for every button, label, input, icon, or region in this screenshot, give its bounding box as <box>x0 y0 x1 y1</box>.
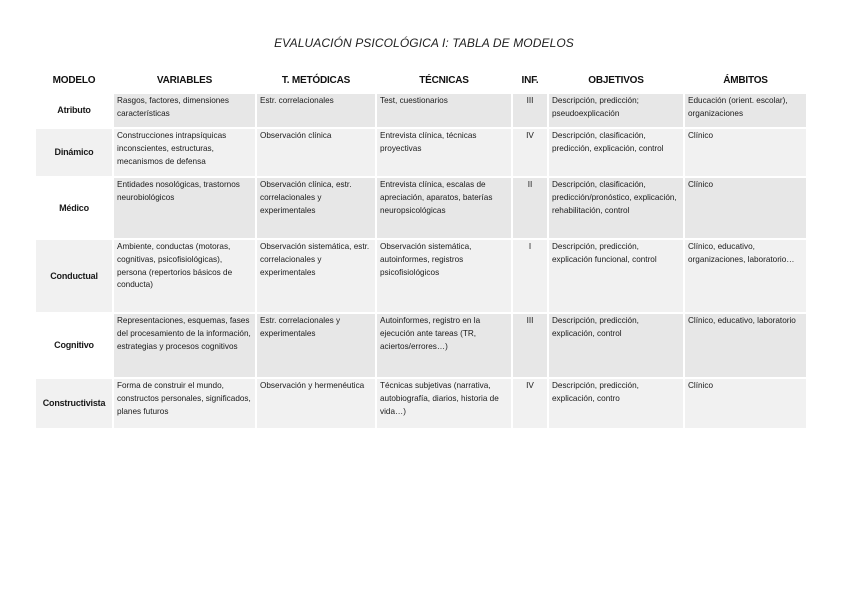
variables-cell: Representaciones, esquemas, fases del procesamiento de la información, estrategias y procesos cognitivos <box>114 314 255 377</box>
table-row-dinamico <box>36 129 806 176</box>
metodicas-cell: Estr. correlacionales y experimentales <box>257 314 375 377</box>
model-name: Médico <box>36 178 112 238</box>
models-table <box>34 66 808 430</box>
model-name: Atributo <box>36 94 112 127</box>
inf-cell: III <box>513 314 547 377</box>
objetivos-cell: Descripción, clasificación, predicción, explicación, control <box>549 129 683 176</box>
objetivos-cell: Descripción, predicción; pseudoexplicación <box>549 94 683 127</box>
ambitos-cell: Educación (orient. escolar), organizaciones <box>685 94 806 127</box>
table-row-conductual <box>36 240 806 312</box>
variables-cell: Ambiente, conductas (motoras, cognitivas, psicofisiológicas), persona (repertorios básicos de conducta) <box>114 240 255 312</box>
ambitos-cell: Clínico <box>685 129 806 176</box>
variables-cell: Construcciones intrapsíquicas inconscientes, estructuras, mecanismos de defensa <box>114 129 255 176</box>
inf-cell: III <box>513 94 547 127</box>
ambitos-cell: Clínico, educativo, laboratorio <box>685 314 806 377</box>
variables-cell: Entidades nosológicas, trastornos neurobiológicos <box>114 178 255 238</box>
metodicas-cell: Observación clínica, estr. correlacionales y experimentales <box>257 178 375 238</box>
model-name: Cognitivo <box>36 314 112 377</box>
table-header-row <box>36 68 806 92</box>
column-header-ambitos: ÁMBITOS <box>685 68 806 92</box>
table-row-medico <box>36 178 806 238</box>
objetivos-cell: Descripción, clasificación, predicción/pronóstico, explicación, rehabilitación, control <box>549 178 683 238</box>
tecnicas-cell: Entrevista clínica, técnicas proyectivas <box>377 129 511 176</box>
tecnicas-cell: Autoinformes, registro en la ejecución ante tareas (TR, aciertos/errores…) <box>377 314 511 377</box>
metodicas-cell: Observación clínica <box>257 129 375 176</box>
column-header-metodicas: T. METÓDICAS <box>257 68 375 92</box>
ambitos-cell: Clínico <box>685 178 806 238</box>
metodicas-cell: Observación sistemática, estr. correlacionales y experimentales <box>257 240 375 312</box>
metodicas-cell: Observación y hermenéutica <box>257 379 375 428</box>
inf-cell: I <box>513 240 547 312</box>
page-title: EVALUACIÓN PSICOLÓGICA I: TABLA DE MODELOS <box>274 36 574 50</box>
table-row-cognitivo <box>36 314 806 377</box>
model-name: Conductual <box>36 240 112 312</box>
table-row-atributo <box>36 94 806 127</box>
metodicas-cell: Estr. correlacionales <box>257 94 375 127</box>
inf-cell: IV <box>513 129 547 176</box>
tecnicas-cell: Técnicas subjetivas (narrativa, autobiografía, diarios, historia de vida…) <box>377 379 511 428</box>
objetivos-cell: Descripción, predicción, explicación, contro <box>549 379 683 428</box>
ambitos-cell: Clínico, educativo, organizaciones, laboratorio… <box>685 240 806 312</box>
tecnicas-cell: Test, cuestionarios <box>377 94 511 127</box>
model-name: Constructivista <box>36 379 112 428</box>
column-header-variables: VARIABLES <box>114 68 255 92</box>
column-header-objetivos: OBJETIVOS <box>549 68 683 92</box>
ambitos-cell: Clínico <box>685 379 806 428</box>
column-header-inf: INF. <box>513 68 547 92</box>
objetivos-cell: Descripción, predicción, explicación funcional, control <box>549 240 683 312</box>
inf-cell: II <box>513 178 547 238</box>
objetivos-cell: Descripción, predicción, explicación, control <box>549 314 683 377</box>
variables-cell: Forma de construir el mundo, constructos personales, significados, planes futuros <box>114 379 255 428</box>
column-header-modelo: MODELO <box>36 68 112 92</box>
column-header-tecnicas: TÉCNICAS <box>377 68 511 92</box>
tecnicas-cell: Entrevista clínica, escalas de apreciación, aparatos, baterías neuropsicológicas <box>377 178 511 238</box>
tecnicas-cell: Observación sistemática, autoinformes, registros psicofisiológicos <box>377 240 511 312</box>
model-name: Dinámico <box>36 129 112 176</box>
variables-cell: Rasgos, factores, dimensiones características <box>114 94 255 127</box>
inf-cell: IV <box>513 379 547 428</box>
table-row-constructivista <box>36 379 806 428</box>
